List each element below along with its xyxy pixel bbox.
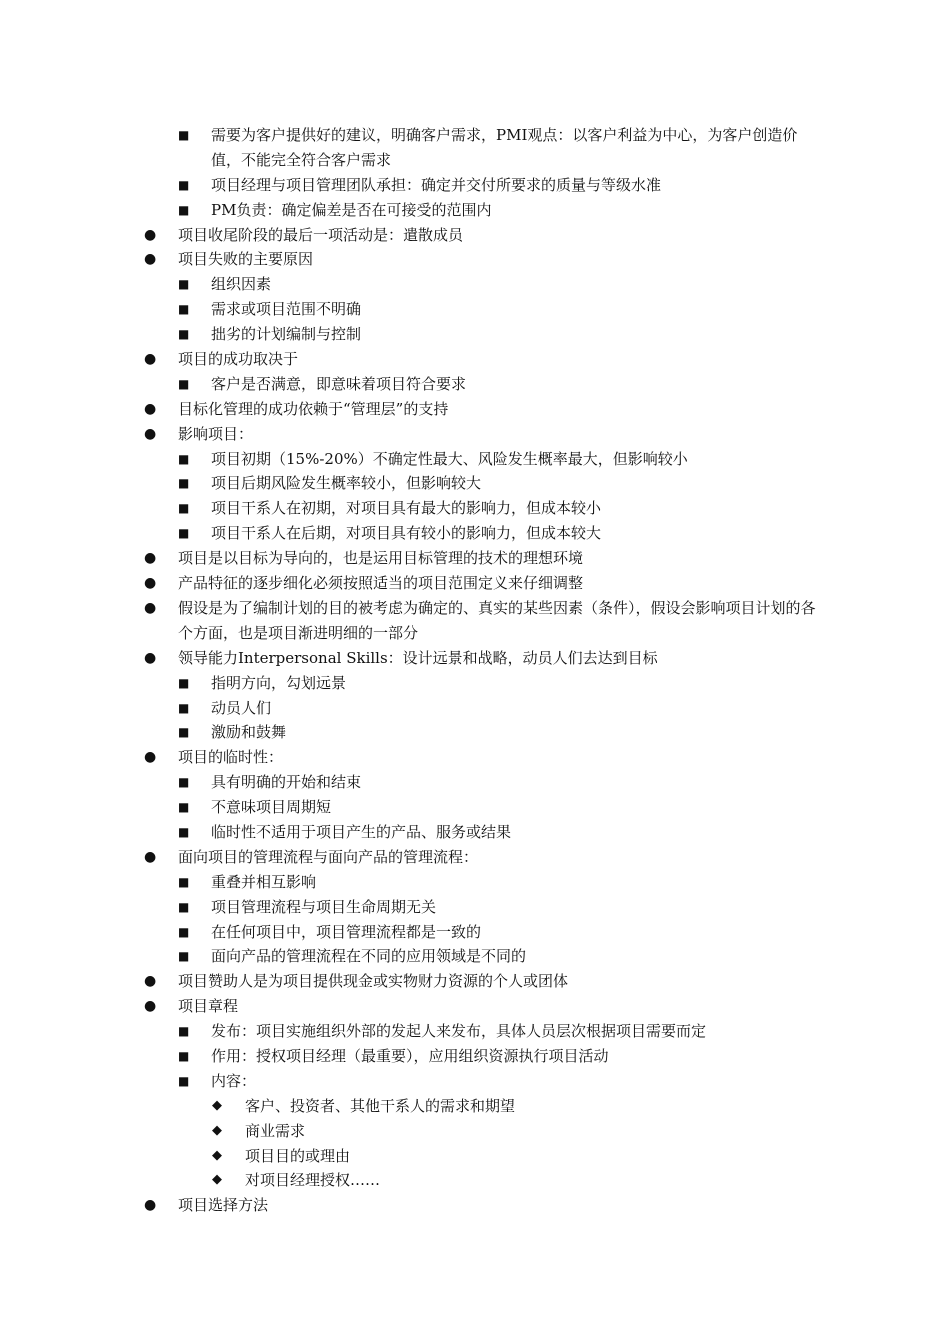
bullet-circle-icon: ● — [144, 749, 157, 766]
outline-item-level-2 — [0, 496, 950, 521]
outline-item-text: 项目赞助人是为项目提供现金或实物财力资源的个人或团体 — [178, 972, 569, 991]
outline-item-level-1 — [0, 247, 950, 272]
bullet-diamond-icon: ◆ — [212, 1122, 222, 1138]
bullet-square-icon: ■ — [178, 949, 190, 964]
bullet-circle-icon: ● — [144, 226, 157, 243]
outline-item-level-1 — [0, 1193, 950, 1218]
outline-item-text: 客户、投资者、其他干系人的需求和期望 — [245, 1096, 516, 1115]
outline-item-text: 不意味项目周期短 — [211, 798, 332, 817]
outline-item-level-1 — [0, 969, 950, 994]
outline-item-level-1 — [0, 745, 950, 770]
outline-item-level-1 — [0, 646, 950, 671]
bullet-diamond-icon: ◆ — [212, 1097, 222, 1113]
bullet-square-icon: ■ — [178, 700, 190, 715]
bullet-circle-icon: ● — [144, 351, 157, 368]
bullet-square-icon: ■ — [178, 1024, 190, 1039]
outline-item-level-2 — [0, 123, 950, 173]
outline-item-level-2 — [0, 944, 950, 969]
bullet-diamond-icon: ◆ — [212, 1172, 222, 1188]
outline-item-level-2 — [0, 372, 950, 397]
outline-item-text: 作用：授权项目经理（最重要），应用组织资源执行项目活动 — [211, 1046, 609, 1065]
outline-item-text: 领导能力Interpersonal Skills：设计远景和战略，动员人们去达到目标 — [178, 648, 658, 667]
outline-item-text: 项目章程 — [178, 997, 239, 1016]
outline-item-level-3 — [0, 1168, 950, 1193]
bullet-diamond-icon: ◆ — [212, 1147, 222, 1163]
outline-item-text: 项目收尾阶段的最后一项活动是：遣散成员 — [178, 225, 464, 244]
outline-item-text: 激励和鼓舞 — [211, 723, 287, 742]
outline-item-text: 产品特征的逐步细化必须按照适当的项目范围定义来仔细调整 — [178, 574, 584, 593]
outline-item-level-2 — [0, 322, 950, 347]
outline-item-text: 面向产品的管理流程在不同的应用领域是不同的 — [211, 947, 527, 966]
outline-item-text: 项目干系人在初期，对项目具有最大的影响力，但成本较小 — [211, 499, 602, 518]
outline-item-text: 项目选择方法 — [178, 1196, 269, 1215]
outline-item-level-1 — [0, 422, 950, 447]
bullet-circle-icon: ● — [144, 649, 157, 666]
bullet-circle-icon: ● — [144, 998, 157, 1015]
outline-item-text: 具有明确的开始和结束 — [211, 773, 362, 792]
outline-item-text: 在任何项目中，项目管理流程都是一致的 — [211, 922, 482, 941]
outline-item-text: 目标化管理的成功依赖于“管理层”的支持 — [178, 399, 449, 418]
outline-item-text: 项目目的或理由 — [245, 1146, 351, 1165]
outline-item-level-2 — [0, 770, 950, 795]
outline-item-text: 项目干系人在后期，对项目具有较小的影响力，但成本较大 — [211, 524, 602, 543]
bullet-circle-icon: ● — [144, 973, 157, 990]
outline-item-text: 项目的临时性： — [178, 748, 284, 767]
outline-item-text: 动员人们 — [211, 698, 272, 717]
outline-item-text: 假设是为了编制计划的目的被考虑为确定的、真实的某些因素（条件），假设会影响项目计划的各个方面，也是项目渐进明细的一部分 — [178, 598, 816, 642]
bullet-square-icon: ■ — [178, 775, 190, 790]
outline-item-level-2 — [0, 471, 950, 496]
bullet-circle-icon: ● — [144, 251, 157, 268]
outline-item-level-1 — [0, 596, 950, 646]
bullet-square-icon: ■ — [178, 824, 190, 839]
bullet-square-icon: ■ — [178, 874, 190, 889]
outline-item-level-3 — [0, 1144, 950, 1169]
bullet-square-icon: ■ — [178, 177, 190, 192]
bullet-square-icon: ■ — [178, 451, 190, 466]
outline-item-text: 项目失败的主要原因 — [178, 250, 314, 269]
outline-item-text: 对项目经理授权…… — [245, 1171, 381, 1190]
outline-item-level-2 — [0, 1019, 950, 1044]
outline-item-text: 客户是否满意，即意味着项目符合要求 — [211, 374, 467, 393]
bullet-circle-icon: ● — [144, 400, 157, 417]
bullet-square-icon: ■ — [178, 476, 190, 491]
bullet-square-icon: ■ — [178, 501, 190, 516]
bullet-square-icon: ■ — [178, 725, 190, 740]
bullet-square-icon: ■ — [178, 675, 190, 690]
outline-item-level-2 — [0, 272, 950, 297]
outline-item-level-3 — [0, 1094, 950, 1119]
outline-item-level-2 — [0, 795, 950, 820]
outline-item-text: 项目的成功取决于 — [178, 350, 299, 369]
bullet-square-icon: ■ — [178, 800, 190, 815]
outline-item-level-1 — [0, 223, 950, 248]
document-body — [0, 123, 950, 1218]
bullet-circle-icon: ● — [144, 848, 157, 865]
outline-item-text: 项目后期风险发生概率较小，但影响较大 — [211, 474, 482, 493]
outline-item-level-2 — [0, 521, 950, 546]
outline-item-text: 商业需求 — [245, 1121, 306, 1140]
bullet-circle-icon: ● — [144, 425, 157, 442]
outline-item-level-1 — [0, 845, 950, 870]
outline-item-level-2 — [0, 173, 950, 198]
bullet-circle-icon: ● — [144, 1197, 157, 1214]
outline-item-text: 发布：项目实施组织外部的发起人来发布，具体人员层次根据项目需要而定 — [211, 1022, 707, 1041]
outline-item-level-2 — [0, 297, 950, 322]
outline-item-text: 项目初期（15%-20%）不确定性最大、风险发生概率最大，但影响较小 — [211, 449, 688, 468]
outline-item-level-3 — [0, 1119, 950, 1144]
bullet-square-icon: ■ — [178, 899, 190, 914]
bullet-square-icon: ■ — [178, 1073, 190, 1088]
outline-item-level-1 — [0, 546, 950, 571]
outline-item-text: 内容： — [211, 1071, 257, 1090]
outline-item-level-2 — [0, 820, 950, 845]
bullet-square-icon: ■ — [178, 327, 190, 342]
outline-item-text: 面向项目的管理流程与面向产品的管理流程： — [178, 847, 479, 866]
outline-item-level-2 — [0, 1069, 950, 1094]
outline-item-text: 组织因素 — [211, 275, 272, 294]
outline-item-level-2 — [0, 1044, 950, 1069]
outline-item-text: PM负责：确定偏差是否在可接受的范围内 — [211, 200, 492, 219]
outline-item-level-2 — [0, 870, 950, 895]
bullet-square-icon: ■ — [178, 526, 190, 541]
outline-item-level-2 — [0, 198, 950, 223]
outline-item-level-2 — [0, 895, 950, 920]
outline-item-text: 项目管理流程与项目生命周期无关 — [211, 897, 437, 916]
outline-item-text: 临时性不适用于项目产生的产品、服务或结果 — [211, 822, 512, 841]
bullet-square-icon: ■ — [178, 202, 190, 217]
outline-item-level-2 — [0, 720, 950, 745]
bullet-square-icon: ■ — [178, 924, 190, 939]
outline-item-text: 需要为客户提供好的建议，明确客户需求，PMI观点：以客户利益为中心，为客户创造价值，不能完全符合客户需求 — [211, 126, 798, 169]
outline-item-level-1 — [0, 397, 950, 422]
outline-item-level-2 — [0, 671, 950, 696]
bullet-square-icon: ■ — [178, 277, 190, 292]
outline-item-text: 影响项目： — [178, 424, 254, 443]
outline-item-level-1 — [0, 571, 950, 596]
outline-item-text: 需求或项目范围不明确 — [211, 300, 362, 319]
bullet-square-icon: ■ — [178, 376, 190, 391]
outline-item-text: 拙劣的计划编制与控制 — [211, 325, 362, 344]
bullet-circle-icon: ● — [144, 575, 157, 592]
bullet-square-icon: ■ — [178, 1048, 190, 1063]
outline-item-level-1 — [0, 347, 950, 372]
outline-item-level-2 — [0, 920, 950, 945]
bullet-square-icon: ■ — [178, 128, 190, 142]
outline-item-text: 项目经理与项目管理团队承担：确定并交付所要求的质量与等级水准 — [211, 175, 662, 194]
bullet-circle-icon: ● — [144, 599, 157, 616]
outline-item-level-1 — [0, 994, 950, 1019]
outline-item-text: 项目是以目标为导向的，也是运用目标管理的技术的理想环境 — [178, 549, 584, 568]
outline-item-level-2 — [0, 447, 950, 472]
outline-item-text: 重叠并相互影响 — [211, 872, 317, 891]
outline-item-level-2 — [0, 696, 950, 721]
bullet-circle-icon: ● — [144, 550, 157, 567]
bullet-square-icon: ■ — [178, 302, 190, 317]
outline-item-text: 指明方向，勾划远景 — [211, 673, 347, 692]
